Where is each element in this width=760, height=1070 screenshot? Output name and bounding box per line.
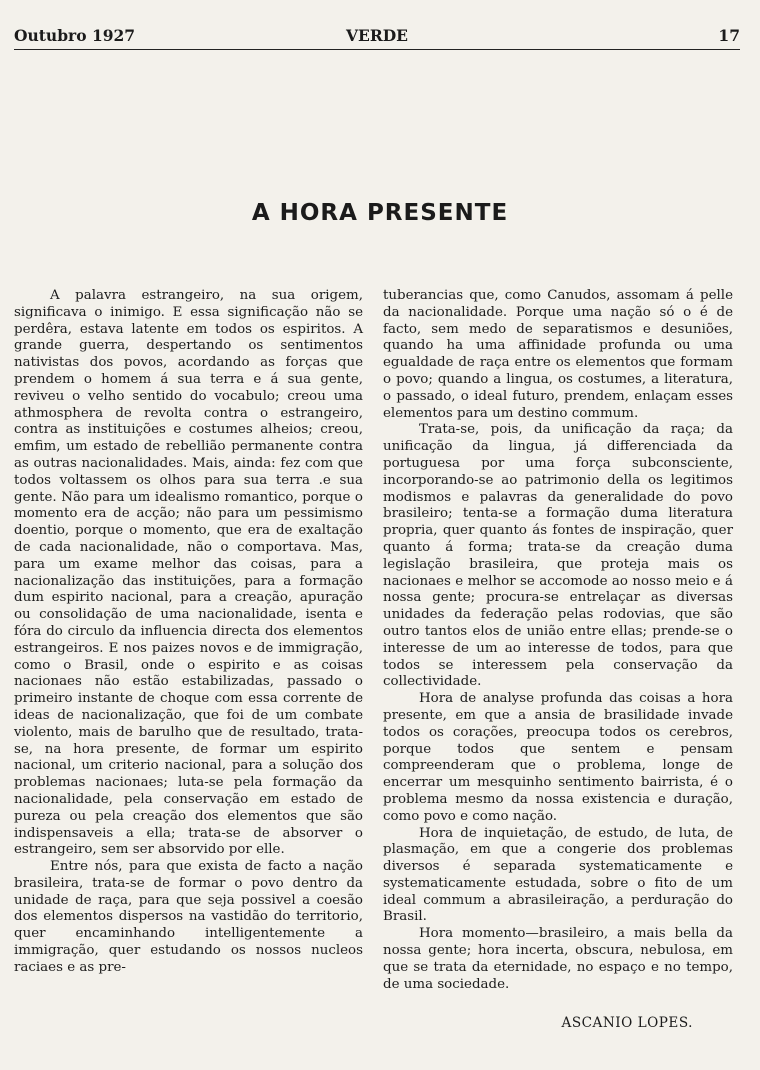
paragraph-continued: tuberancias que, como Canudos, assomam á pelle da nacionalidade. Porque uma nação só o é de facto, sem medo de separatismos e desuniões, quando ha uma affinidade profunda ou uma egualdade de raça entre os elementos que formam o povo; quando a lingua, os costumes, a literatura, o passado, o ideal futuro, prendem, enlaçam esses elementos para um destino commum. [383,288,733,421]
right-column [383,288,733,993]
journal-name: VERDE [346,26,408,45]
page-number: 17 [718,26,740,45]
left-column [14,288,363,977]
paragraph: Trata-se, pois, da unificação da raça; da unificação da lingua, já differenciada da portuguesa por uma força subconsciente, incorporando-se ao patrimonio della os legitimos modismos e palavras da generalidade do povo brasileiro; tenta-se a formação duma literatura propria, quer quanto ás fontes de inspiração, quer quanto á forma; trata-se da creação duma legislação brasileira, que proteja mais os nacionaes e melhor se accomode ao nosso meio e á nossa gente; procura-se entrelaçar as diversas unidades da federação pelas rodovias, que são outro tantos elos de união entre ellas; prende-se o interesse de um ao interesse de todos, para que todos se interessem pela conservação da collectividade. [383,422,733,690]
paragraph: A palavra estrangeiro, na sua origem, significava o inimigo. E essa significação não se perdêra, estava latente em todos os espiritos. A grande guerra, despertando os sentimentos nativistas dos povos, acordando as forças que prendem o homem á sua terra e á sua gente, reviveu o velho sentido do vocabulo; creou uma athmosphera de revolta contra o estrangeiro, contra as instituições e costumes alheios; creou, emfim, um estado de rebellião permanente contra as outras nacionalidades. Mais, ainda: fez com que todos voltassem os olhos para sua terra .e sua gente. Não para um idealismo romantico, porque o momento era de acção; não para um pessimismo doentio, porque o momento, que era de exaltação de cada nacionalidade, não o comportava. Mas, para um exame melhor das coisas, para a nacionalização das instituições, para a formação dum espirito nacional, para a creação, apuração ou consolidação de uma nacionalidade, isenta e fóra do circulo da influencia directa dos elementos estrangeiros. E nos paizes novos e de immigração, como o Brasil, onde o espirito e as coisas nacionaes não estão estabilizadas, passado o primeiro instante de choque com essa corrente de ideas de nacionalização, que foi de um combate violento, mais de barulho que de resultado, trata-se, na hora presente, de formar um espirito nacional, um criterio nacional, para a solução dos problemas nacionaes; luta-se pela formação da nacionalidade, pela conservação em estado de pureza ou pela creação dos elementos que são indispensaveis a ella; trata-se de absorver o estrangeiro, sem ser absorvido por elle. [14,288,363,858]
article-title: A HORA PRESENTE [251,200,509,226]
paragraph: Entre nós, para que exista de facto a nação brasileira, trata-se de formar o povo dentro da unidade de raça, para que seja possivel a coesão dos elementos dispersos na vastidão do territorio, quer encaminhando intelligentemente a immigração, quer estudando os nossos nucleos raciaes e as pre- [14,859,363,975]
running-header [14,27,740,50]
issue-date: Outubro 1927 [14,26,136,45]
paragraph: Hora momento—brasileiro, a mais bella da nossa gente; hora incerta, obscura, nebulosa, em que se trata da eternidade, no espaço e no tempo, de uma sociedade. [383,926,733,992]
paragraph: Hora de inquietação, de estudo, de luta, de plasmação, em que a congerie dos problemas diversos é separada systematicamente e systematicamente estudada, sobre o fito de um ideal commum a abrasileiração, a perduração do Brasil. [383,825,733,925]
paragraph: Hora de analyse profunda das coisas a hora presente, em que a ansia de brasilidade invade todos os corações, preocupa todos os cerebros, porque todos que sentem e pensam compreenderam que o problema, longe de encerrar um mesquinho sentimento bairrista, é o problema mesmo da nossa existencia e duração, como povo e como nação. [383,691,733,824]
author-signature: ASCANIO LOPES. [561,1015,693,1031]
